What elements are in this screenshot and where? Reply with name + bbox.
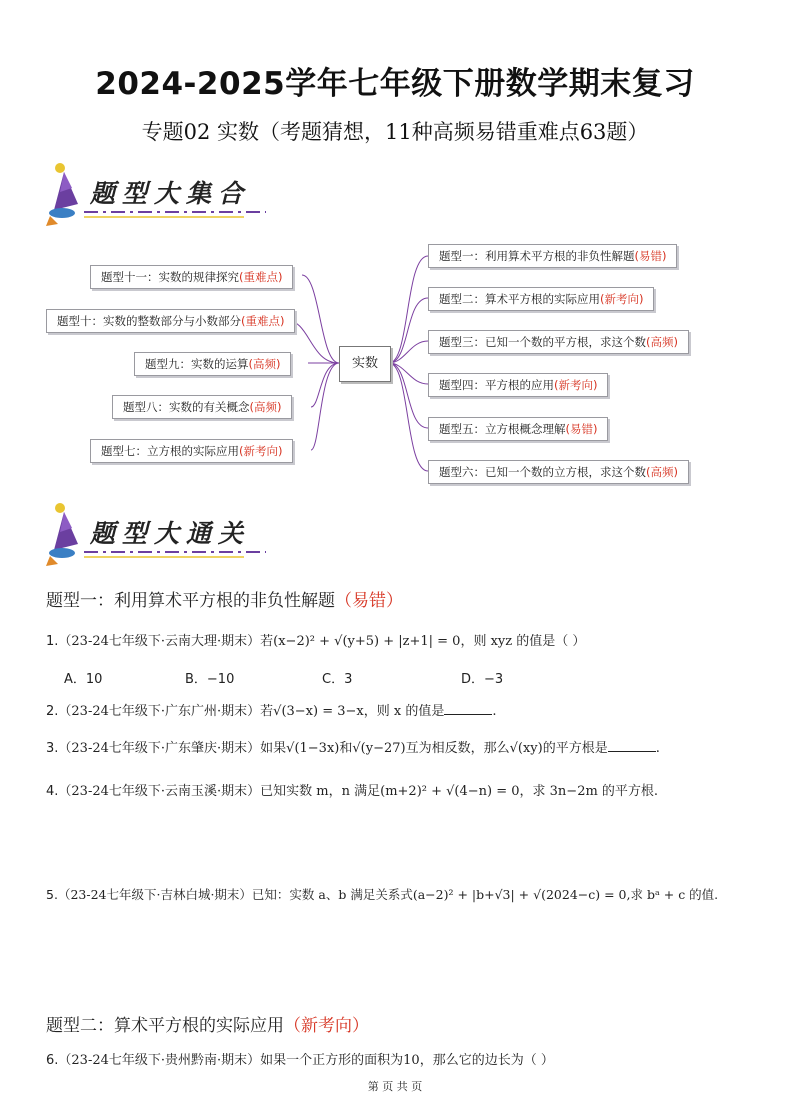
mindmap-node-7 [90,439,293,463]
mindmap-node-10 [46,309,295,333]
node-tag: (高频) [248,357,281,371]
page-footer: 第 页 共 页 [367,1080,423,1093]
question-math: √(3−x) = 3−x [273,704,364,719]
node-label: 题型八：实数的有关概念 [123,400,250,414]
question-tail: ，则 xyz 的值是（ ） [460,634,586,649]
question-text: （23-24七年级下·贵州黔南·期末）如果一个正方形的面积为10，那么它的边长为（ ） [58,1053,554,1068]
node-tag: (易错) [565,422,598,436]
node-tag: (新考向) [554,378,598,392]
node-tag: (易错) [634,249,667,263]
question-mid: 和 [339,741,353,756]
node-label: 题型五：立方根概念理解 [439,422,566,436]
node-tag: (新考向) [239,444,283,458]
question-math-a: √(1−3x) [286,741,340,756]
section-tag: （易错） [335,591,403,611]
option-c: C．3 [322,672,353,687]
question-math-b: √(y−27) [352,741,406,756]
node-label: 题型三：已知一个数的平方根，求这个数 [439,335,646,349]
banner-pass-text: 题型大通关 [90,519,251,548]
question-number: 2. [46,704,59,719]
banner-collection-text: 题型大集合 [90,179,251,208]
question-tail2: 的平方根是 [542,741,608,756]
question-source: （23-24七年级下·吉林白城·期末）已知：实数 a、b 满足关系式 [57,887,413,902]
option-a: A．10 [64,672,103,687]
page-subtitle: 专题02 实数（考题猜想，11种高频易错重难点63题） [141,120,649,144]
section-label: 题型一：利用算术平方根的非负性解题 [46,591,335,611]
question-5 [46,885,718,903]
node-label: 题型十一：实数的规律探究 [101,270,239,284]
answer-blank[interactable] [608,739,656,752]
node-tag: (高频) [249,400,282,414]
question-tail: ，求 3n−2m 的平方根. [519,784,659,799]
section-heading-2 [46,1011,369,1036]
node-tag: (高频) [646,465,678,479]
node-label: 题型一：利用算术平方根的非负性解题 [439,249,635,263]
node-label: 题型十：实数的整数部分与小数部分 [57,314,241,328]
node-label: 题型九：实数的运算 [145,357,249,371]
page-title: 2024-2025学年七年级下册数学期末复习 [95,66,695,102]
mindmap-node-1 [428,244,677,268]
question-1 [46,630,585,649]
node-tag: (新考向) [600,292,644,306]
question-3 [46,737,660,756]
question-tail: ,求 bᵃ + c 的值. [626,887,719,902]
question-6 [46,1049,554,1068]
question-number: 5. [46,887,58,902]
mindmap-node-5 [428,417,608,441]
question-source: （23-24七年级下·云南玉溪·期末）已知实数 m，n 满足 [58,784,381,799]
section-tag: （新考向） [284,1016,369,1036]
question-end: . [492,704,497,719]
question-tail: 互为相反数，那么 [405,741,510,756]
section-heading-1 [46,586,403,611]
node-tag: (高频) [646,335,678,349]
node-tag: (重难点) [241,314,285,328]
question-source: （23-24七年级下·云南大理·期末）若 [58,634,274,649]
node-label: 题型二：算术平方根的实际应用 [439,292,600,306]
node-label: 题型七：立方根的实际应用 [101,444,239,458]
question-math: (a−2)² + |b+√3| + √(2024−c) = 0 [412,887,627,902]
question-number: 1. [46,634,59,649]
banner-collection [44,158,274,230]
mindmap-node-11 [90,265,293,289]
question-source: （23-24七年级下·广东广州·期末）若 [58,704,274,719]
question-number: 6. [46,1053,59,1068]
node-label: 题型四：平方根的应用 [439,378,554,392]
mindmap-node-2 [428,287,654,311]
banner-pass [44,498,274,570]
mindmap-node-4 [428,373,608,397]
question-math-c: √(xy) [509,741,543,756]
node-label: 题型六：已知一个数的立方根，求这个数 [439,465,646,479]
question-2 [46,700,496,719]
section-label: 题型二：算术平方根的实际应用 [46,1016,284,1036]
question-math: (x−2)² + √(y+5) + |z+1| = 0 [273,634,461,649]
question-number: 3. [46,741,59,756]
mindmap-node-8 [112,395,292,419]
option-b: B．−10 [185,672,235,687]
question-math: (m+2)² + √(4−n) = 0 [380,784,520,799]
question-tail: ，则 x 的值是 [363,704,445,719]
question-end: . [655,741,660,756]
question-number: 4. [46,784,59,799]
question-source: （23-24七年级下·广东肇庆·期末）如果 [58,741,287,756]
mindmap-node-3 [428,330,689,354]
mindmap-node-9 [134,352,291,376]
mindmap-node-6 [428,460,689,484]
question-4 [46,780,658,799]
mindmap-center: 实数 [339,346,391,382]
answer-blank[interactable] [444,702,492,715]
node-tag: (重难点) [239,270,283,284]
option-d: D．−3 [461,672,504,687]
